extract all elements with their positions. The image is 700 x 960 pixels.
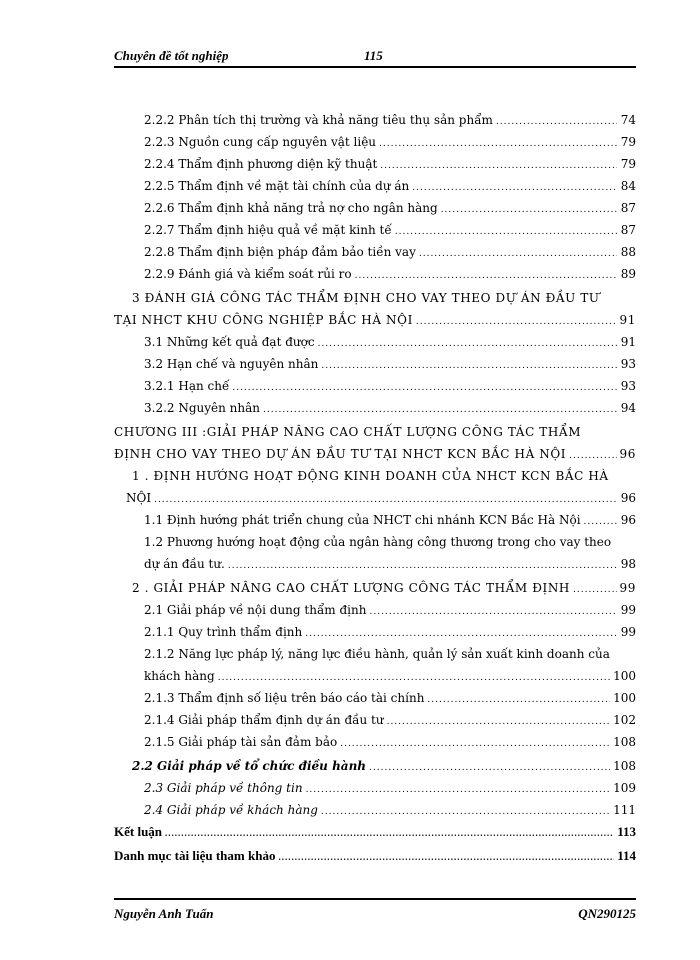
dot-leader — [165, 822, 614, 843]
toc-entry-text: NỘI — [126, 491, 152, 505]
toc-entry-text: 2.2.7 Thẩm định hiệu quả về mặt kinh tế — [144, 223, 392, 237]
toc-entry-page: 111 — [613, 803, 636, 817]
toc-entry-text: 3 ĐÁNH GIÁ CÔNG TÁC THẨM ĐỊNH CHO VAY THEO DỰ ÁN ĐẦU TƯ — [132, 291, 600, 305]
dot-leader — [380, 154, 617, 176]
toc-entry-2-1-2-line2[interactable] — [144, 666, 636, 686]
dot-leader — [321, 800, 610, 822]
dot-leader — [573, 578, 617, 600]
toc-entry-page: 108 — [613, 735, 636, 749]
toc-section-3-line1[interactable] — [132, 288, 636, 308]
toc-entry-page: 87 — [620, 201, 636, 215]
dot-leader — [496, 110, 617, 132]
toc-entry-page: 113 — [617, 824, 636, 839]
toc-entry-text: 2 . GIẢI PHÁP NÂNG CAO CHẤT LƯỢNG CÔNG TÁC THẨM ĐỊNH — [132, 581, 570, 595]
toc-entry-page: 99 — [620, 603, 636, 617]
toc-entry-text: Kết luận — [114, 824, 163, 839]
toc-entry-page: 93 — [620, 379, 636, 393]
toc-entry-page: 74 — [620, 113, 636, 127]
dot-leader — [412, 176, 617, 198]
toc-entry-page: 88 — [620, 245, 636, 259]
toc-entry-text: 3.1 Những kết quả đạt được — [144, 335, 315, 349]
toc-entry-text: 2.4 Giải pháp về khách hàng — [144, 803, 318, 817]
toc-entry-2-1-4[interactable] — [144, 710, 636, 730]
toc-entry-page: 79 — [620, 157, 636, 171]
toc-entry-text: 2.1.1 Quy trình thẩm định — [144, 625, 303, 639]
toc-entry-2-1-3[interactable] — [144, 688, 636, 708]
toc-entry-2-1-2-line1[interactable] — [144, 644, 636, 664]
dot-leader — [441, 198, 617, 220]
toc-section-1-line2[interactable] — [126, 488, 636, 508]
toc-entry-text: CHƯƠNG III :GIẢI PHÁP NÂNG CAO CHẤT LƯỢNG CÔNG TÁC THẨM — [114, 425, 582, 439]
toc-entry-text: 2.1.2 Năng lực pháp lý, năng lực điều hành, quản lý sản xuất kinh doanh của — [144, 647, 610, 661]
toc-entry-2-2-5[interactable] — [144, 176, 636, 196]
toc-entry-page: 79 — [620, 135, 636, 149]
toc-entry-page: 84 — [620, 179, 636, 193]
toc-entry-page: 93 — [620, 357, 636, 371]
toc-entry-page: 100 — [613, 691, 636, 705]
toc-entry-2-4[interactable] — [144, 800, 636, 820]
toc-entry-2-2-8[interactable] — [144, 242, 636, 262]
toc-entry-1-1[interactable] — [144, 510, 636, 530]
toc-entry-text: dự án đầu tư. — [144, 557, 225, 571]
dot-leader — [263, 398, 617, 420]
toc-entry-text: 3.2.2 Nguyên nhân — [144, 401, 261, 415]
toc-entry-text: 2.2.3 Nguồn cung cấp nguyên vật liệu — [144, 135, 377, 149]
dot-leader — [419, 242, 617, 264]
toc-entry-2-3[interactable] — [144, 778, 636, 798]
toc-entry-2-2-6[interactable] — [144, 198, 636, 218]
toc-entry-2-1[interactable] — [144, 600, 636, 620]
toc-entry-text: 3.2 Hạn chế và nguyên nhân — [144, 357, 319, 371]
toc-entry-3-2[interactable] — [144, 354, 636, 374]
toc-entry-page: 96 — [620, 491, 636, 505]
toc-entry-text: 1.2 Phương hướng hoạt động của ngân hàng công thương trong cho vay theo — [144, 535, 612, 549]
toc-entry-text: khách hàng — [144, 669, 215, 683]
footer-author: Nguyễn Anh Tuấn — [114, 906, 214, 921]
dot-leader — [569, 444, 616, 466]
toc-entry-text: 2.2.8 Thẩm định biện pháp đảm bảo tiền vay — [144, 245, 416, 259]
dot-leader — [306, 778, 611, 800]
toc-entry-2-2-2[interactable] — [144, 110, 636, 130]
dot-leader — [318, 332, 617, 354]
dot-leader — [228, 554, 617, 576]
toc-entry-page: 96 — [619, 447, 636, 461]
toc-entry-page: 108 — [613, 759, 636, 773]
toc-entry-page: 91 — [619, 313, 636, 327]
toc-entry-page: 100 — [613, 669, 636, 683]
toc-entry-text: 2.2.6 Thẩm định khả năng trả nợ cho ngân hàng — [144, 201, 438, 215]
toc-section-2[interactable] — [132, 578, 636, 598]
toc-chapter-3-line1[interactable] — [114, 422, 636, 442]
toc-entry-text: 2.2.9 Đánh giá và kiểm soát rủi ro — [144, 267, 352, 281]
toc-entry-2-1-1[interactable] — [144, 622, 636, 642]
toc-entry-page: 99 — [619, 581, 636, 595]
toc-entry-text: 2.2.4 Thẩm định phương diện kỹ thuật — [144, 157, 378, 171]
toc-entry-2-2-4[interactable] — [144, 154, 636, 174]
page-footer — [114, 906, 636, 926]
toc-entry-text: ĐỊNH CHO VAY THEO DỰ ÁN ĐẦU TƯ TẠI NHCT KCN BẮC HÀ NỘI — [114, 447, 567, 461]
toc-entry-text: 2.2.5 Thẩm định về mặt tài chính của dự án — [144, 179, 410, 193]
toc-entry-3-2-2[interactable] — [144, 398, 636, 418]
dot-leader — [395, 220, 617, 242]
toc-entry-page: 96 — [620, 513, 636, 527]
toc-chapter-3-line2[interactable] — [114, 444, 636, 464]
toc-entry-2-2-7[interactable] — [144, 220, 636, 240]
toc-entry-2-2-3[interactable] — [144, 132, 636, 152]
dot-leader — [379, 132, 617, 154]
toc-section-3-line2[interactable] — [114, 310, 636, 330]
toc-conclusion[interactable] — [114, 822, 636, 842]
toc-section-1-line1[interactable] — [132, 466, 636, 486]
toc-entry-2-2[interactable] — [132, 756, 636, 776]
toc-entry-text: 2.1 Giải pháp về nội dung thẩm định — [144, 603, 367, 617]
dot-leader — [416, 310, 617, 332]
toc-entry-1-2-line1[interactable] — [144, 532, 636, 552]
footer-rule — [114, 898, 636, 900]
toc-references[interactable] — [114, 846, 636, 866]
toc-entry-text: 1 . ĐỊNH HƯỚNG HOẠT ĐỘNG KINH DOANH CỦA NHCT KCN BẮC HÀ — [132, 469, 609, 483]
dot-leader — [321, 354, 617, 376]
header-title: Chuyên đề tốt nghiệp — [114, 48, 229, 63]
toc-entry-page: 102 — [613, 713, 636, 727]
toc-entry-3-1[interactable] — [144, 332, 636, 352]
dot-leader — [232, 376, 617, 398]
toc-entry-page: 98 — [620, 557, 636, 571]
toc-entry-page: 109 — [613, 781, 636, 795]
toc-entry-page: 94 — [620, 401, 636, 415]
toc-entry-2-2-9[interactable] — [144, 264, 636, 284]
dot-leader — [278, 846, 614, 867]
toc-entry-text: 1.1 Định hướng phát triển chung của NHCT chi nhánh KCN Bắc Hà Nội — [144, 513, 581, 527]
toc-entry-page: 87 — [620, 223, 636, 237]
toc-entry-page: 91 — [620, 335, 636, 349]
toc-entry-3-2-1[interactable] — [144, 376, 636, 396]
toc-entry-1-2-line2[interactable] — [144, 554, 636, 574]
toc-entry-text: 2.3 Giải pháp về thông tin — [144, 781, 303, 795]
dot-leader — [340, 732, 610, 754]
dot-leader — [355, 264, 617, 286]
dot-leader — [369, 756, 610, 778]
toc-entry-text: 2.2 Giải pháp về tổ chức điều hành — [132, 759, 367, 773]
dot-leader — [387, 710, 611, 732]
toc-entry-text: 3.2.1 Hạn chế — [144, 379, 230, 393]
toc-entry-text: Danh mục tài liệu tham khảo — [114, 848, 276, 863]
dot-leader — [218, 666, 610, 688]
toc-entry-page: 114 — [617, 848, 636, 863]
toc-entry-text: TẠI NHCT KHU CÔNG NGHIỆP BẮC HÀ NỘI — [114, 313, 413, 327]
dot-leader — [154, 488, 617, 510]
toc-entry-text: 2.1.3 Thẩm định số liệu trên báo cáo tài chính — [144, 691, 425, 705]
dot-leader — [584, 510, 617, 532]
toc-entry-text: 2.1.4 Giải pháp thẩm định dự án đầu tư — [144, 713, 384, 727]
toc-entry-page: 89 — [620, 267, 636, 281]
toc-entry-page: 99 — [620, 625, 636, 639]
dot-leader — [427, 688, 610, 710]
toc-entry-2-1-5[interactable] — [144, 732, 636, 752]
dot-leader — [305, 622, 617, 644]
dot-leader — [369, 600, 617, 622]
toc-entry-text: 2.1.5 Giải pháp tài sản đảm bảo — [144, 735, 338, 749]
header-page-number: 115 — [364, 48, 383, 63]
footer-code: QN290125 — [578, 906, 636, 921]
toc-entry-text: 2.2.2 Phân tích thị trường và khả năng tiêu thụ sản phẩm — [144, 113, 493, 127]
